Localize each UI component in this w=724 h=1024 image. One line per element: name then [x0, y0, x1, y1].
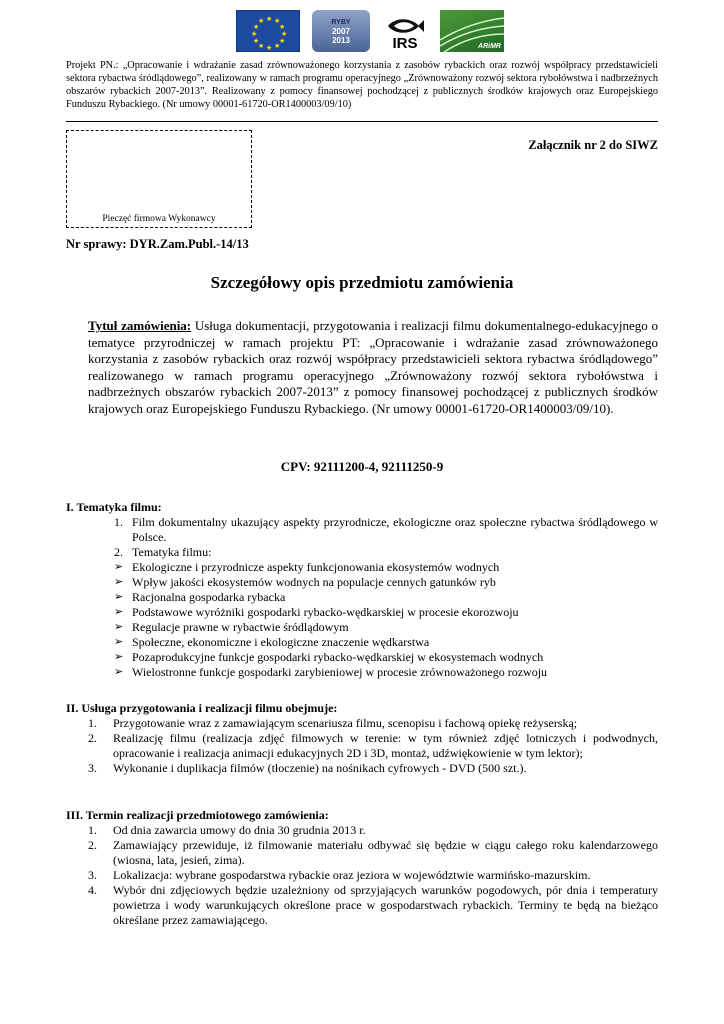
list-item — [66, 731, 658, 761]
ryby-logo-year-start: 2007 — [332, 26, 350, 36]
item-number: 2. — [88, 838, 97, 852]
list-item — [66, 823, 658, 838]
item-text: Przygotowanie wraz z zamawiającym scenariusza filmu, scenopisu i fachową opiekę reżyserską; — [113, 716, 578, 730]
bullet-text: Społeczne, ekonomiczne i ekologiczne znaczenie wędkarstwa — [132, 635, 430, 649]
ryby-2007-2013-logo — [312, 10, 370, 52]
bullet-text: Racjonalna gospodarka rybacka — [132, 590, 286, 604]
document-title: Szczegółowy opis przedmiotu zamówienia — [210, 273, 514, 292]
section-film-service — [66, 701, 658, 776]
item-text: Tematyka filmu: — [132, 545, 212, 559]
bullet-text: Podstawowe wyróżniki gospodarki rybacko-wędkarskiej w procesie ekorozwoju — [132, 605, 519, 619]
item-number: 2. — [114, 545, 123, 559]
item-text: Od dnia zawarcia umowy do dnia 30 grudnia 2013 r. — [113, 823, 366, 837]
bullet-item — [66, 650, 658, 665]
project-note: Projekt PN.: „Opracowanie i wdrażanie zasad zrównoważonego korzystania z zasobów rybackich oraz rozwój współpracy przedstawicieli sektora rybactwa śródlądowego”, realizowany w ramach programu operacyjnego „Zrównoważony rozwój sektora rybołówstwa i nadbrzeżnych obszarów rybackich 2007-2013”. Realizowany z pomocy finansowej pochodzącej z publicznych środków krajowych oraz Europejskiego Funduszu Rybackiego. (Nr umowy 00001-61720-OR1400003/09/10) — [66, 60, 658, 110]
irs-logo — [382, 10, 428, 52]
arrow-bullet-icon: ➢ — [114, 561, 124, 573]
header-logos — [236, 10, 504, 52]
list-item — [66, 761, 658, 776]
section-heading: I. Tematyka filmu: — [66, 500, 162, 514]
bullet-item — [66, 590, 658, 605]
bullet-text: Pozaprodukcyjne funkcje gospodarki rybacko-wędkarskiej w ekosystemach wodnych — [132, 650, 544, 664]
bullet-text: Ekologiczne i przyrodnicze aspekty funkcjonowania ekosystemów wodnych — [132, 560, 500, 574]
item-number: 1. — [114, 515, 123, 529]
numbered-list — [66, 515, 658, 560]
bullet-list — [66, 560, 658, 680]
company-stamp-box — [66, 130, 252, 228]
arrow-bullet-icon: ➢ — [114, 651, 124, 663]
item-number: 3. — [88, 761, 97, 775]
item-number: 1. — [88, 823, 97, 837]
bullet-item — [66, 560, 658, 575]
eu-flag-logo: ★ ★ ★ ★ ★ ★ ★ ★ ★ ★ ★ ★ — [236, 10, 300, 52]
bullet-text: Wielostronne funkcje gospodarki zarybieniowej w procesie zrównoważonego rozwoju — [132, 665, 548, 679]
list-item — [66, 883, 658, 928]
order-subject — [88, 318, 658, 417]
ryby-logo-year-end: 2013 — [332, 35, 350, 45]
subject-label: Tytuł zamówienia: — [88, 318, 192, 333]
stamp-label: Pieczęć firmowa Wykonawcy — [102, 214, 216, 224]
arrow-bullet-icon: ➢ — [114, 621, 124, 633]
header-divider — [66, 121, 658, 122]
item-number: 2. — [88, 731, 97, 745]
list-item — [66, 838, 658, 868]
bullet-item — [66, 665, 658, 680]
list-item — [66, 515, 658, 545]
bullet-item — [66, 620, 658, 635]
list-item — [66, 716, 658, 731]
section-schedule — [66, 808, 658, 928]
list-item — [66, 545, 658, 560]
arrow-bullet-icon: ➢ — [114, 666, 124, 678]
attachment-label: Załącznik nr 2 do SIWZ — [528, 138, 658, 152]
arrow-bullet-icon: ➢ — [114, 576, 124, 588]
bullet-item — [66, 635, 658, 650]
item-text: Lokalizacja: wybrane gospodarstwa rybackie oraz jeziora w województwie warmińsko-mazurskim. — [113, 868, 591, 882]
arrow-bullet-icon: ➢ — [114, 606, 124, 618]
irs-logo-text: IRS — [392, 35, 418, 52]
arimr-logo-text: ARiMR — [478, 43, 501, 50]
item-text: Realizację filmu (realizacja zdjęć filmowych w terenie: w tym również zdjęć lotniczych i podwodnych, opracowanie i realizacja animacji edukacyjnych 2D i 3D, montaż, udźwiękowienie w tym lektor); — [113, 731, 658, 760]
numbered-list — [66, 823, 658, 928]
section-heading: III. Termin realizacji przedmiotowego zamówienia: — [66, 808, 329, 822]
arimr-logo — [440, 10, 504, 52]
cpv-codes: CPV: 92111200-4, 92111250-9 — [280, 459, 444, 474]
bullet-text: Wpływ jakości ekosystemów wodnych na populacje cennych gatunków ryb — [132, 575, 496, 589]
subject-text: Usługa dokumentacji, przygotowania i realizacji filmu dokumentalnego-edukacyjnego o tematyce przyrodniczej w ramach projektu PT: „Opracowanie i wdrażanie zasad zrównoważonego korzystania z zasobów rybackich oraz rozwój współpracy przedstawicieli sektora rybactwa śródlądowego” realizowanego w ramach programu operacyjnego „Zrównoważony rozwój sektora rybołówstwa i nadbrzeżnych obszarów rybackich 2007-2013” z pomocy finansowej pochodzącej z publicznych środków krajowych oraz Europejskiego Funduszu Rybackiego. (Nr umowy 00001-61720-OR1400003/09/10). — [88, 318, 658, 416]
numbered-list — [66, 716, 658, 776]
section-film-topics — [66, 500, 658, 680]
item-text: Wykonanie i duplikacja filmów (tłoczenie) na nośnikach cyfrowych - DVD (500 szt.). — [113, 761, 527, 775]
item-number: 3. — [88, 868, 97, 882]
bullet-text: Regulacje prawne w rybactwie śródlądowym — [132, 620, 349, 634]
item-number: 4. — [88, 883, 97, 897]
ryby-logo-text: RYBY — [331, 18, 351, 26]
item-text: Zamawiający przewiduje, iż filmowanie materiału odbywać się będzie w ciągu całego roku kalendarzowego (wiosna, lata, jesień, zima). — [113, 838, 658, 867]
bullet-item — [66, 575, 658, 590]
list-item — [66, 868, 658, 883]
item-text: Film dokumentalny ukazujący aspekty przyrodnicze, ekologiczne oraz społeczne rybactwa śródlądowego w Polsce. — [132, 515, 658, 544]
section-heading: II. Usługa przygotowania i realizacji filmu obejmuje: — [66, 701, 338, 715]
item-number: 1. — [88, 716, 97, 730]
item-text: Wybór dni zdjęciowych będzie uzależniony od sprzyjających warunków pogodowych, pór dnia i temperatury powietrza i wody warunkujących określone prace w gospodarstwach rybackich. Terminy te będą na bieżąco określane przez zamawiającego. — [113, 883, 658, 927]
bullet-item — [66, 605, 658, 620]
arrow-bullet-icon: ➢ — [114, 636, 124, 648]
arrow-bullet-icon: ➢ — [114, 591, 124, 603]
fish-icon — [385, 16, 425, 36]
case-number: Nr sprawy: DYR.Zam.Publ.-14/13 — [66, 237, 249, 251]
